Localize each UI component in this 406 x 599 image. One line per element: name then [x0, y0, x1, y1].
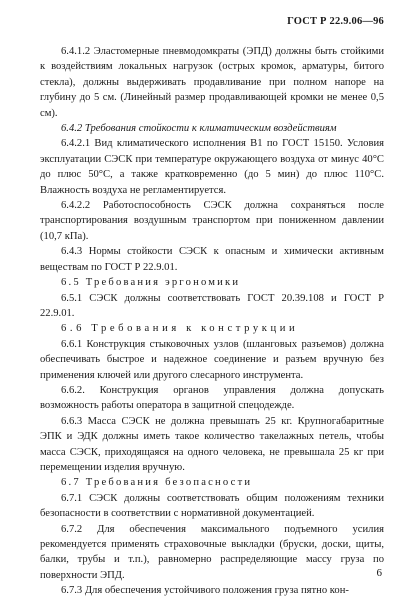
- paragraph-6-5-1: 6.5.1 СЭСК должны соответствовать ГОСТ 20.39.108 и ГОСТ Р 22.9.01.: [40, 292, 384, 319]
- paragraph-6-4-2-1: 6.4.2.1 Вид климатического исполнения В1 по ГОСТ 15150. Условия эксплуатации СЭСК при температуре окружающего воздуха от минус 40°С до плюс 50°С, а также кратковременно (до 5 мин) до плюс 110°С. Влажность воздуха не регламентируется.: [40, 138, 384, 196]
- paragraph-6-6-2: 6.6.2. Конструкция органов управления должна допускать возможность работы оператора в защитной спецодежде.: [40, 384, 384, 412]
- paragraph-6-7-3: 6.7.3 Для обеспечения устойчивого положения груза пятно кон-: [61, 585, 349, 597]
- paragraph-6-6-3: 6.6.3 Масса СЭСК не должна превышать 25 кг. Крупногабаритные ЭПК и ЭДК должны иметь такое количество такелажных петель, чтобы масса СЭСК, приходящаяся на одного человека, не превышала 25 кг при перемещении изделия вручную.: [40, 415, 384, 473]
- page-number: 6: [376, 567, 382, 579]
- document-header: ГОСТ Р 22.9.06—96: [287, 16, 384, 27]
- section-heading-6-7: 6.7 Требования безопасности: [61, 477, 253, 489]
- paragraph-6-6-1: 6.6.1 Конструкция стыковочных узлов (шланговых разъемов) должна обеспечивать быстрое и надежное соединение и разъем вручную без применения ключей или другого слесарного инструмента.: [40, 338, 384, 381]
- section-heading-6-6: 6.6 Требования к конструкции: [61, 323, 299, 335]
- document-body: [40, 44, 384, 599]
- paragraph-6-7-2: 6.7.2 Для обеспечения максимального подъемного усилия рекомендуется применять страховочные выкладки (бруски, доски, щиты, балки, трубы и т.п.), равномерно распределяющие массу груза по поверхности ЭПД.: [40, 523, 384, 581]
- paragraph-6-4-3: 6.4.3 Нормы стойкости СЭСК к опасным и химически активным веществам по ГОСТ Р 22.9.01.: [40, 246, 384, 273]
- paragraph-6-7-1: 6.7.1 СЭСК должны соответствовать общим положениям техники безопасности в соответствии с нормативной документацией.: [40, 492, 384, 520]
- paragraph-6-4-2-2: 6.4.2.2 Работоспособность СЭСК должна сохраняться после транспортирования воздушным транспортом при пониженном давлении (10,7 кПа).: [40, 200, 384, 242]
- section-heading-6-5: 6.5 Требования эргономики: [61, 277, 241, 289]
- paragraph-6-4-1-2: 6.4.1.2 Эластомерные пневмодомкраты (ЭПД) должны быть стойкими к воздействиям локальных нагрузок (острых кромок, арматуры, битого стекла), должны выдерживать продавливание при полном напоре на глубину до 5 см. (Линейный размер продавливающей кромки не менее 0,5 см).: [40, 46, 384, 119]
- subsection-heading-6-4-2: 6.4.2 Требования стойкости к климатическим воздействиям: [61, 123, 337, 135]
